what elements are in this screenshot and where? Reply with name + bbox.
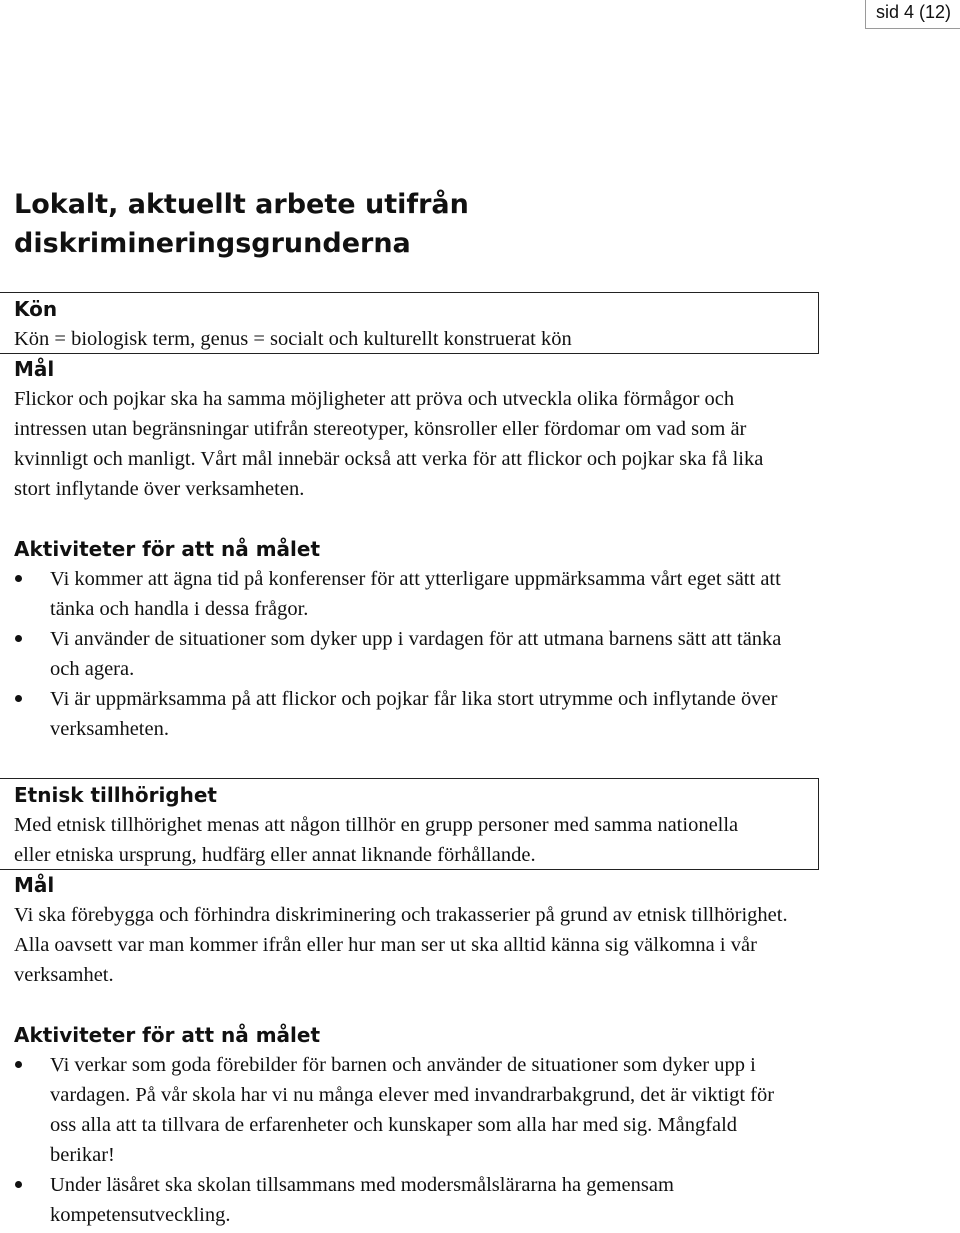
goal-heading: Mål	[14, 873, 55, 897]
bullet-icon	[15, 575, 22, 582]
goal-text: Flickor och pojkar ska ha samma möjligheter att pröva och utveckla olika förmågor och intressen utan begränsningar utifrån stereotyper, könsroller eller fördomar om vad som är kvinnligt och manligt. Vårt mål innebär också att verka för att flickor och pojkar ska få lika stort inflytande över verksamheten.	[14, 388, 764, 500]
list-item	[14, 564, 790, 624]
list-item	[14, 1170, 800, 1230]
section-heading: Etnisk tillhörighet	[14, 783, 217, 807]
list-item	[14, 1050, 800, 1170]
bullet-icon	[15, 1061, 22, 1068]
activities-list	[14, 564, 814, 744]
activities-heading: Aktiviteter för att nå målet	[14, 537, 321, 561]
definition-text: Kön = biologisk term, genus = socialt och kulturellt konstruerat kön	[14, 328, 572, 350]
activity-text: Vi använder de situationer som dyker upp i vardagen för att utmana barnens sätt att tänka och agera.	[50, 628, 782, 680]
definition-text: Med etnisk tillhörighet menas att någon tillhör en grupp personer med samma nationella eller etniska ursprung, hudfärg eller annat liknande förhållande.	[14, 814, 739, 866]
section-etnisk-tillhorighet	[14, 778, 814, 1230]
page-number: sid 4 (12)	[865, 0, 960, 29]
list-item	[14, 684, 790, 744]
section-kon	[14, 292, 814, 744]
bullet-icon	[15, 695, 22, 702]
activities-heading: Aktiviteter för att nå målet	[14, 1023, 321, 1047]
document-title: Lokalt, aktuellt arbete utifrån diskrimineringsgrunderna	[14, 189, 469, 259]
activity-text: Vi verkar som goda förebilder för barnen och använder de situationer som dyker upp i vardagen. På vår skola har vi nu många elever med invandrarbakgrund, det är viktigt för oss alla att ta tillvara de erfarenheter och kunskaper som alla har med sig. Mångfald berikar!	[50, 1054, 775, 1166]
goal-text: Vi ska förebygga och förhindra diskriminering och trakasserier på grund av etnisk tillhörighet. Alla oavsett var man kommer ifrån eller hur man ser ut ska alltid känna sig välkomna i vår verksamhet.	[14, 904, 788, 986]
definition-box-etnisk	[14, 778, 814, 870]
bullet-icon	[15, 1181, 22, 1188]
activity-text: Vi kommer att ägna tid på konferenser för att ytterligare uppmärksamma vårt eget sätt att tänka och handla i dessa frågor.	[50, 568, 781, 620]
list-item	[14, 624, 790, 684]
activity-text: Under läsåret ska skolan tillsammans med modersmålslärarna ha gemensam kompetensutveckling.	[50, 1174, 674, 1226]
activities-list	[14, 1050, 814, 1230]
definition-box-kon	[14, 292, 814, 354]
goal-heading: Mål	[14, 357, 55, 381]
section-heading: Kön	[14, 297, 58, 321]
bullet-icon	[15, 635, 22, 642]
activity-text: Vi är uppmärksamma på att flickor och pojkar får lika stort utrymme och inflytande över verksamheten.	[50, 688, 778, 740]
